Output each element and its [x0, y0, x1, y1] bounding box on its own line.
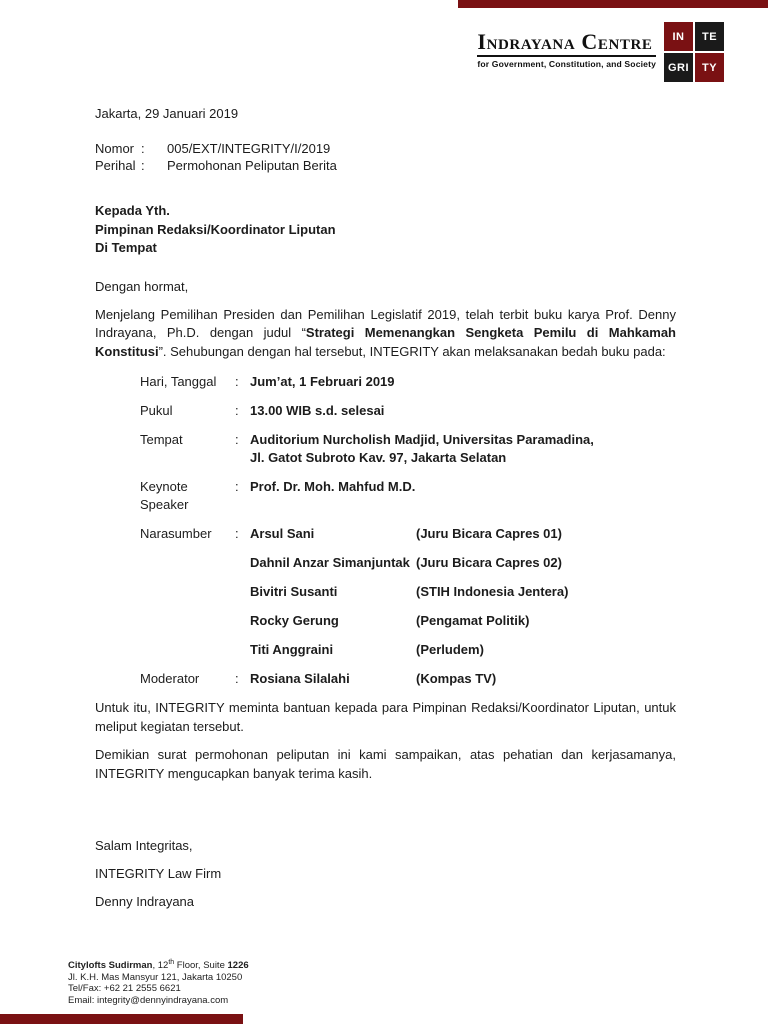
- detail-colon: [235, 612, 250, 630]
- closing-paragraph-2: Demikian surat permohonan peliputan ini kami sampaikan, atas pehatian dan kerjasamanya, INTEGRITY mengucapkan banyak terima kasih.: [95, 747, 676, 781]
- speaker-role: (Juru Bicara Capres 02): [416, 555, 562, 570]
- venue-line-2: Jl. Gatot Subroto Kav. 97, Jakarta Selatan: [250, 450, 507, 465]
- footer-email: Email: integrity@dennyindrayana.com: [68, 994, 229, 1006]
- closing-paragraph-1: Untuk itu, INTEGRITY meminta bantuan kepada para Pimpinan Redaksi/Koordinator Liputan, untuk meliput kegiatan tersebut.: [95, 700, 676, 734]
- opening-paragraph: [95, 306, 676, 362]
- speaker-name: Titi Anggraini: [250, 642, 334, 657]
- opening-text-post: ”. Sehubungan dengan hal tersebut, INTEGRITY akan melaksanakan bedah buku pada:: [158, 343, 666, 359]
- detail-colon: [235, 583, 250, 601]
- signoff-signer: Denny Indrayana: [95, 894, 195, 909]
- signoff-block: [95, 837, 676, 911]
- detail-label: [140, 554, 235, 572]
- footer-address-line-2: Jl. K.H. Mas Mansyur 121, Jakarta 10250: [68, 971, 243, 983]
- detail-colon: :: [235, 526, 239, 541]
- meta-colon: :: [141, 158, 145, 173]
- speaker-role: (STIH Indonesia Jentera): [416, 584, 569, 599]
- salutation: Dengan hormat,: [95, 278, 189, 294]
- meta-row-nomor: [95, 140, 676, 157]
- letter-meta: [95, 140, 676, 174]
- detail-label: Hari, Tanggal: [140, 374, 217, 389]
- bottom-accent-bar: [0, 1014, 243, 1024]
- detail-colon: :: [235, 432, 239, 447]
- opening-text-pre: Menjelang Pemilihan Presiden dan Pemilihan Legislatif 2019, telah terbit buku karya Prof. Denny Indrayana, Ph.D. dengan judul “: [95, 306, 676, 340]
- meta-row-perihal: [95, 157, 676, 174]
- detail-row-day: [140, 373, 676, 391]
- book-title: Strategi Memenangkan Sengketa Pemilu di Mahkamah Konstitusi: [95, 325, 676, 359]
- recipient-line: Di Tempat: [95, 240, 157, 255]
- detail-row-speaker: [140, 583, 676, 601]
- footer-floor-sup: th: [168, 958, 175, 966]
- speaker-name: Arsul Sani: [250, 526, 315, 541]
- brand-name: Indrayana Centre: [477, 31, 656, 57]
- detail-label: Moderator: [140, 671, 200, 686]
- logo-block-gri: GRI: [664, 53, 693, 82]
- detail-label: Tempat: [140, 432, 183, 447]
- recipient-block: [95, 202, 676, 258]
- recipient-line: Kepada Yth.: [95, 203, 170, 218]
- detail-label: [140, 583, 235, 601]
- signoff-greeting: Salam Integritas,: [95, 838, 193, 853]
- detail-row-time: [140, 402, 676, 420]
- detail-value: Jum’at, 1 Februari 2019: [250, 374, 395, 389]
- detail-colon: :: [235, 479, 239, 494]
- speaker-name: Dahnil Anzar Simanjuntak: [250, 555, 410, 570]
- detail-value: [250, 431, 676, 467]
- detail-row-keynote: [140, 478, 676, 514]
- detail-row-speaker: [140, 525, 676, 543]
- detail-row-speaker: [140, 612, 676, 630]
- speaker-role: (Perludem): [416, 642, 484, 657]
- footer-building: Citylofts Sudirman: [68, 960, 153, 971]
- speaker-role: (Pengamat Politik): [416, 613, 530, 628]
- detail-colon: :: [235, 671, 239, 686]
- detail-colon: [235, 554, 250, 572]
- meta-value: Permohonan Peliputan Berita: [167, 158, 337, 173]
- detail-row-speaker: [140, 554, 676, 572]
- footer-address-block: [68, 957, 249, 1006]
- signoff-firm: INTEGRITY Law Firm: [95, 866, 222, 881]
- event-details: [95, 373, 676, 688]
- brand-block: [477, 31, 656, 69]
- meta-label: Nomor: [95, 141, 135, 156]
- venue-line-1: Auditorium Nurcholish Madjid, Universitas Paramadina,: [250, 432, 594, 447]
- footer-floor-post: Floor, Suite: [174, 960, 228, 971]
- detail-row-venue: [140, 431, 676, 467]
- footer-address-line-1: [68, 957, 249, 972]
- detail-colon: [235, 641, 250, 659]
- recipient-line: Pimpinan Redaksi/Koordinator Liputan: [95, 221, 336, 237]
- detail-label: Keynote Speaker: [140, 479, 189, 512]
- detail-value: 13.00 WIB s.d. selesai: [250, 403, 385, 418]
- top-accent-bar: [458, 0, 768, 8]
- moderator-name: Rosiana Silalahi: [250, 671, 350, 686]
- detail-row-moderator: [140, 670, 676, 688]
- footer-floor-pre: , 12: [152, 960, 169, 971]
- detail-row-speaker: [140, 641, 676, 659]
- meta-colon: :: [141, 141, 145, 156]
- speaker-role: (Juru Bicara Capres 01): [416, 526, 562, 541]
- brand-tagline: for Government, Constitution, and Society: [477, 59, 656, 69]
- detail-value: Prof. Dr. Moh. Mahfud M.D.: [250, 479, 416, 494]
- detail-label: [140, 641, 235, 659]
- speaker-name: Rocky Gerung: [250, 613, 339, 628]
- footer-suite-number: 1226: [227, 960, 249, 971]
- letterhead: [477, 22, 724, 82]
- detail-label: [140, 612, 235, 630]
- integrity-logo: [664, 22, 724, 82]
- footer-telfax: Tel/Fax: +62 21 2555 6621: [68, 983, 181, 994]
- detail-colon: :: [235, 403, 239, 418]
- speaker-name: Bivitri Susanti: [250, 584, 338, 599]
- city-date: Jakarta, 29 Januari 2019: [95, 106, 239, 121]
- moderator-role: (Kompas TV): [416, 671, 497, 686]
- meta-label: Perihal: [95, 158, 136, 173]
- meta-value: 005/EXT/INTEGRITY/I/2019: [167, 141, 331, 156]
- logo-block-te: TE: [695, 22, 724, 51]
- detail-label: Narasumber: [140, 526, 212, 541]
- detail-colon: :: [235, 374, 239, 389]
- logo-block-in: IN: [664, 22, 693, 51]
- logo-block-ty: TY: [695, 53, 724, 82]
- detail-label: Pukul: [140, 403, 173, 418]
